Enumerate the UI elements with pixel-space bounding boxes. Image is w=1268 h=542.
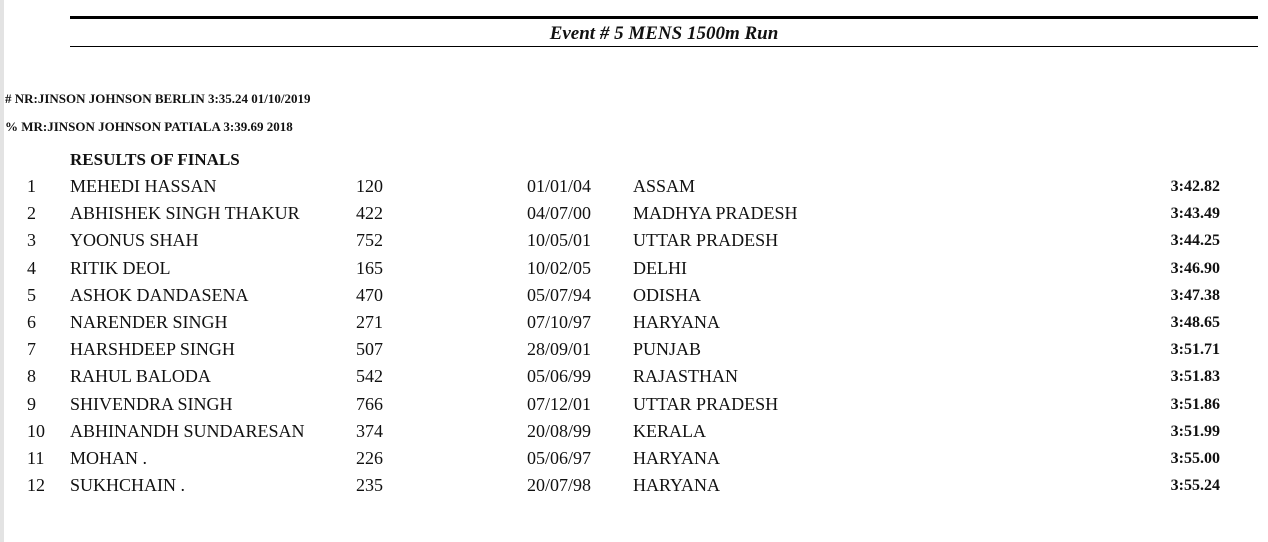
team-cell: HARYANA <box>633 447 721 468</box>
bib-cell: 226 <box>356 447 383 468</box>
place-cell: 1 <box>27 176 36 196</box>
table-row <box>0 445 1268 472</box>
dob-cell: 05/06/97 <box>527 447 592 468</box>
bib-cell: 271 <box>356 311 383 332</box>
team-cell: HARYANA <box>633 475 721 496</box>
bib-cell: 235 <box>356 475 383 496</box>
athlete-name-cell: RAHUL BALODA <box>70 366 211 387</box>
dob-cell: 04/07/00 <box>527 203 592 224</box>
team-cell: KERALA <box>633 420 706 441</box>
place-cell: 5 <box>27 284 36 305</box>
team-cell: ASSAM <box>633 176 696 196</box>
table-row <box>0 173 1268 200</box>
bib-cell: 422 <box>356 203 383 224</box>
dob-cell: 07/12/01 <box>527 393 592 414</box>
place-cell: 6 <box>27 311 36 332</box>
table-row <box>0 472 1268 499</box>
athlete-name-cell: SUKHCHAIN . <box>70 475 186 496</box>
athlete-name-cell: MEHEDI HASSAN <box>70 176 217 196</box>
dob-cell: 20/08/99 <box>527 420 592 441</box>
team-cell: RAJASTHAN <box>633 366 739 387</box>
athlete-name-cell: HARSHDEEP SINGH <box>70 339 235 360</box>
place-cell: 11 <box>27 447 45 468</box>
place-cell: 3 <box>27 230 36 251</box>
table-row <box>0 418 1268 445</box>
athlete-name-cell: ABHINANDH SUNDARESAN <box>70 420 305 441</box>
place-cell: 2 <box>27 203 36 224</box>
place-cell: 12 <box>27 475 45 496</box>
dob-cell: 05/06/99 <box>527 366 592 387</box>
table-row <box>0 200 1268 227</box>
athlete-name-cell: SHIVENDRA SINGH <box>70 393 233 414</box>
team-cell: UTTAR PRADESH <box>633 230 779 251</box>
section-heading: RESULTS OF FINALS <box>70 150 240 169</box>
time-cell: 3:48.65 <box>1170 313 1220 331</box>
athlete-name-cell: YOONUS SHAH <box>70 230 199 251</box>
athlete-name-cell: ASHOK DANDASENA <box>70 284 249 305</box>
results-table <box>0 173 1268 499</box>
table-row <box>0 227 1268 254</box>
dob-cell: 01/01/04 <box>527 176 592 196</box>
event-title: Event # 5 MENS 1500m Run <box>549 23 779 44</box>
table-row <box>0 363 1268 390</box>
team-cell: HARYANA <box>633 311 721 332</box>
dob-cell: 05/07/94 <box>527 284 592 305</box>
dob-cell: 28/09/01 <box>527 339 592 360</box>
place-cell: 4 <box>27 257 36 278</box>
time-cell: 3:43.49 <box>1170 205 1220 223</box>
bib-cell: 374 <box>356 420 383 441</box>
bib-cell: 165 <box>356 257 383 278</box>
table-row <box>0 282 1268 309</box>
time-cell: 3:51.99 <box>1170 422 1220 440</box>
bib-cell: 752 <box>356 230 383 251</box>
time-cell: 3:51.83 <box>1170 368 1220 386</box>
team-cell: ODISHA <box>633 284 702 305</box>
team-cell: PUNJAB <box>633 339 702 360</box>
table-row <box>0 255 1268 282</box>
place-cell: 8 <box>27 366 36 387</box>
header-top-rule <box>70 16 1258 19</box>
place-cell: 10 <box>27 420 45 441</box>
bib-cell: 542 <box>356 366 383 387</box>
time-cell: 3:44.25 <box>1170 232 1220 250</box>
time-cell: 3:42.82 <box>1170 178 1220 195</box>
athlete-name-cell: MOHAN . <box>70 447 148 468</box>
time-cell: 3:55.24 <box>1170 477 1220 495</box>
team-cell: MADHYA PRADESH <box>633 203 798 224</box>
athlete-name-cell: RITIK DEOL <box>70 257 171 278</box>
team-cell: DELHI <box>633 257 687 278</box>
bib-cell: 470 <box>356 284 383 305</box>
meet-record: % MR:JINSON JOHNSON PATIALA 3:39.69 2018 <box>5 119 293 134</box>
time-cell: 3:51.71 <box>1170 341 1220 359</box>
time-cell: 3:46.90 <box>1170 259 1220 277</box>
national-record: # NR:JINSON JOHNSON BERLIN 3:35.24 01/10/2019 <box>5 91 311 106</box>
dob-cell: 20/07/98 <box>527 475 592 496</box>
place-cell: 9 <box>27 393 36 414</box>
bib-cell: 766 <box>356 393 383 414</box>
time-cell: 3:55.00 <box>1170 449 1220 467</box>
table-row <box>0 336 1268 363</box>
dob-cell: 07/10/97 <box>527 311 592 332</box>
athlete-name-cell: NARENDER SINGH <box>70 311 228 332</box>
header-bottom-rule <box>70 46 1258 47</box>
table-row <box>0 309 1268 336</box>
table-row <box>0 391 1268 418</box>
athlete-name-cell: ABHISHEK SINGH THAKUR <box>70 203 300 224</box>
team-cell: UTTAR PRADESH <box>633 393 779 414</box>
bib-cell: 507 <box>356 339 383 360</box>
time-cell: 3:51.86 <box>1170 395 1220 413</box>
dob-cell: 10/05/01 <box>527 230 592 251</box>
bib-cell: 120 <box>356 176 383 196</box>
dob-cell: 10/02/05 <box>527 257 592 278</box>
time-cell: 3:47.38 <box>1170 286 1220 304</box>
place-cell: 7 <box>27 339 36 360</box>
